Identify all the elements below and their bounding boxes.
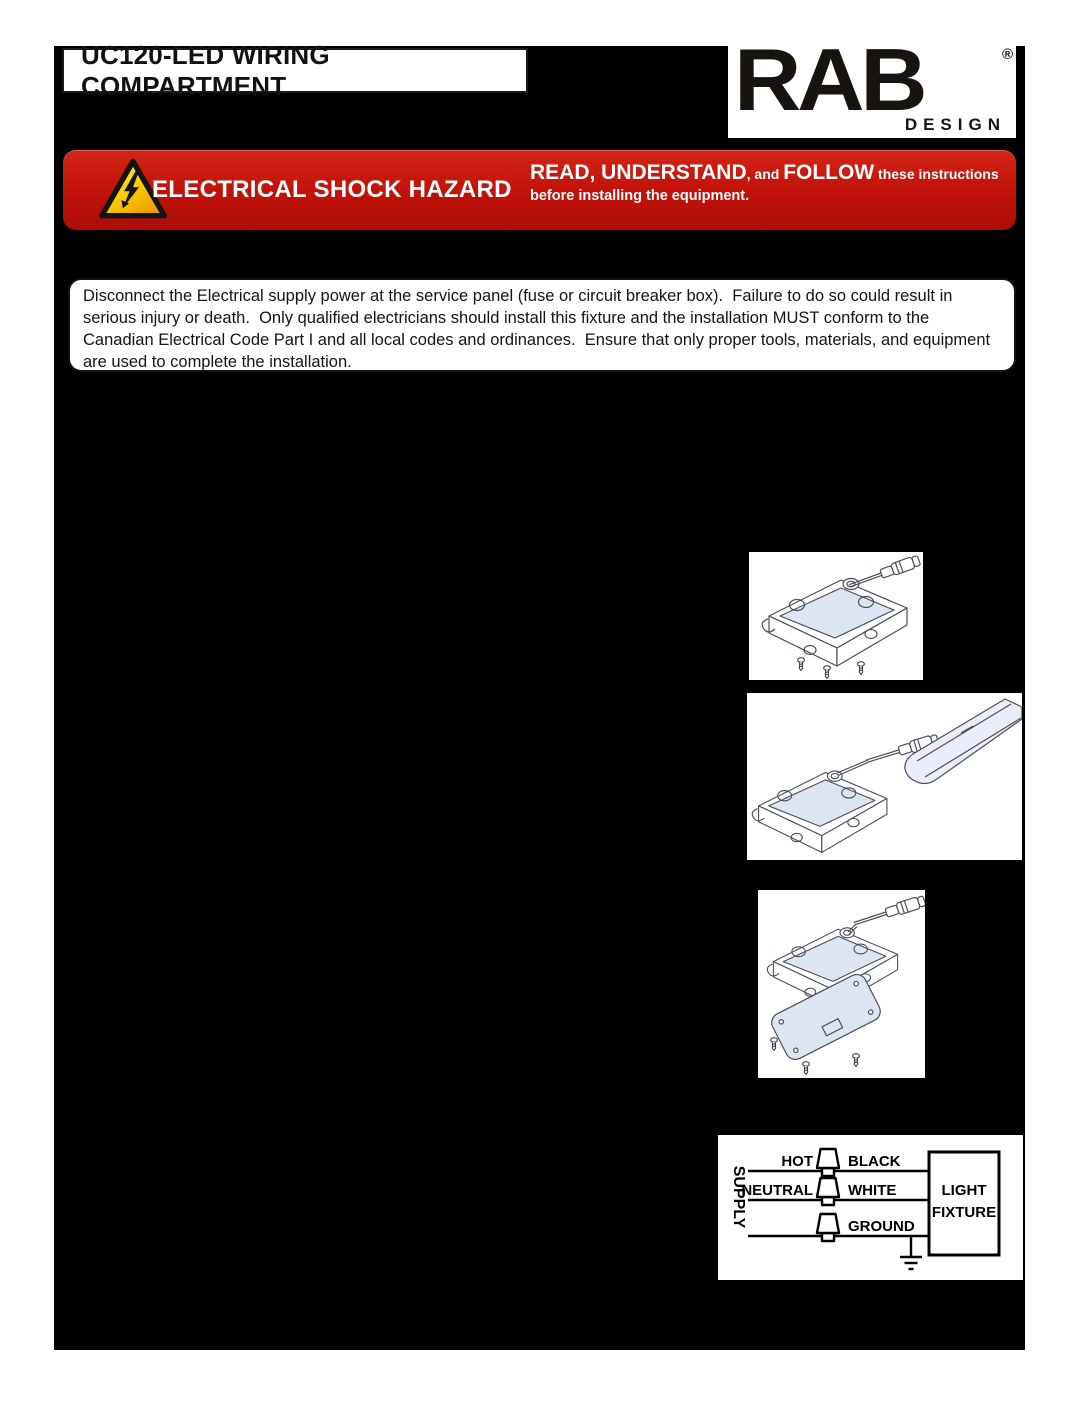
figure-connect-to-fixture xyxy=(747,693,1022,860)
safety-notice-box xyxy=(68,278,1016,372)
logo-brand-text: RAB xyxy=(734,45,924,129)
hot-label: HOT xyxy=(781,1153,813,1170)
warning-and: , and xyxy=(746,166,784,182)
logo-subtitle: DESIGN xyxy=(904,115,1006,134)
document-title-box xyxy=(62,39,528,101)
cover-plate-illustration xyxy=(758,890,925,1078)
warning-line1 xyxy=(530,161,1010,185)
warning-heading: ELECTRICAL SHOCK HAZARD xyxy=(152,176,512,203)
neutral-label: NEUTRAL xyxy=(741,1182,813,1199)
supply-label: SUPPLY xyxy=(730,1165,747,1229)
warning-read-understand: READ, UNDERSTAND xyxy=(530,161,747,184)
figure-cover-plate xyxy=(758,890,925,1078)
fixture-label-line2: FIXTURE xyxy=(931,1204,997,1221)
connect-to-fixture-illustration xyxy=(747,693,1022,860)
electrical-shock-warning-banner xyxy=(63,150,1016,230)
figure-wiring-compartment xyxy=(749,552,923,680)
page-title: UC120-LED WIRING COMPARTMENT xyxy=(81,39,330,101)
safety-notice-text: Disconnect the Electrical supply power at the service panel (fuse or circuit breaker box). Failure to do so could result in serious injury or death. Only qualified electricians should install this fixture and the installation MUST conform to the Canadian Electrical Code Part I and all local codes and ordinances. Ensure that only proper tools, materials, and equipment are used to complete the installation. xyxy=(83,287,995,371)
wire-nut-icon xyxy=(817,1149,839,1241)
wiring-compartment-illustration xyxy=(749,552,923,680)
white-label: WHITE xyxy=(848,1182,897,1199)
wiring-diagram xyxy=(718,1135,1023,1280)
rab-design-logo xyxy=(728,45,1016,138)
warning-follow: FOLLOW xyxy=(783,161,875,184)
warning-line2: before installing the equipment. xyxy=(530,188,750,205)
registered-trademark-icon: ® xyxy=(1001,46,1013,63)
fixture-label-line1: LIGHT xyxy=(941,1182,987,1199)
ground-label: GROUND xyxy=(848,1218,915,1235)
warning-instructions xyxy=(530,161,1010,205)
warning-tail: these instructions xyxy=(874,166,999,182)
black-label: BLACK xyxy=(848,1153,901,1170)
